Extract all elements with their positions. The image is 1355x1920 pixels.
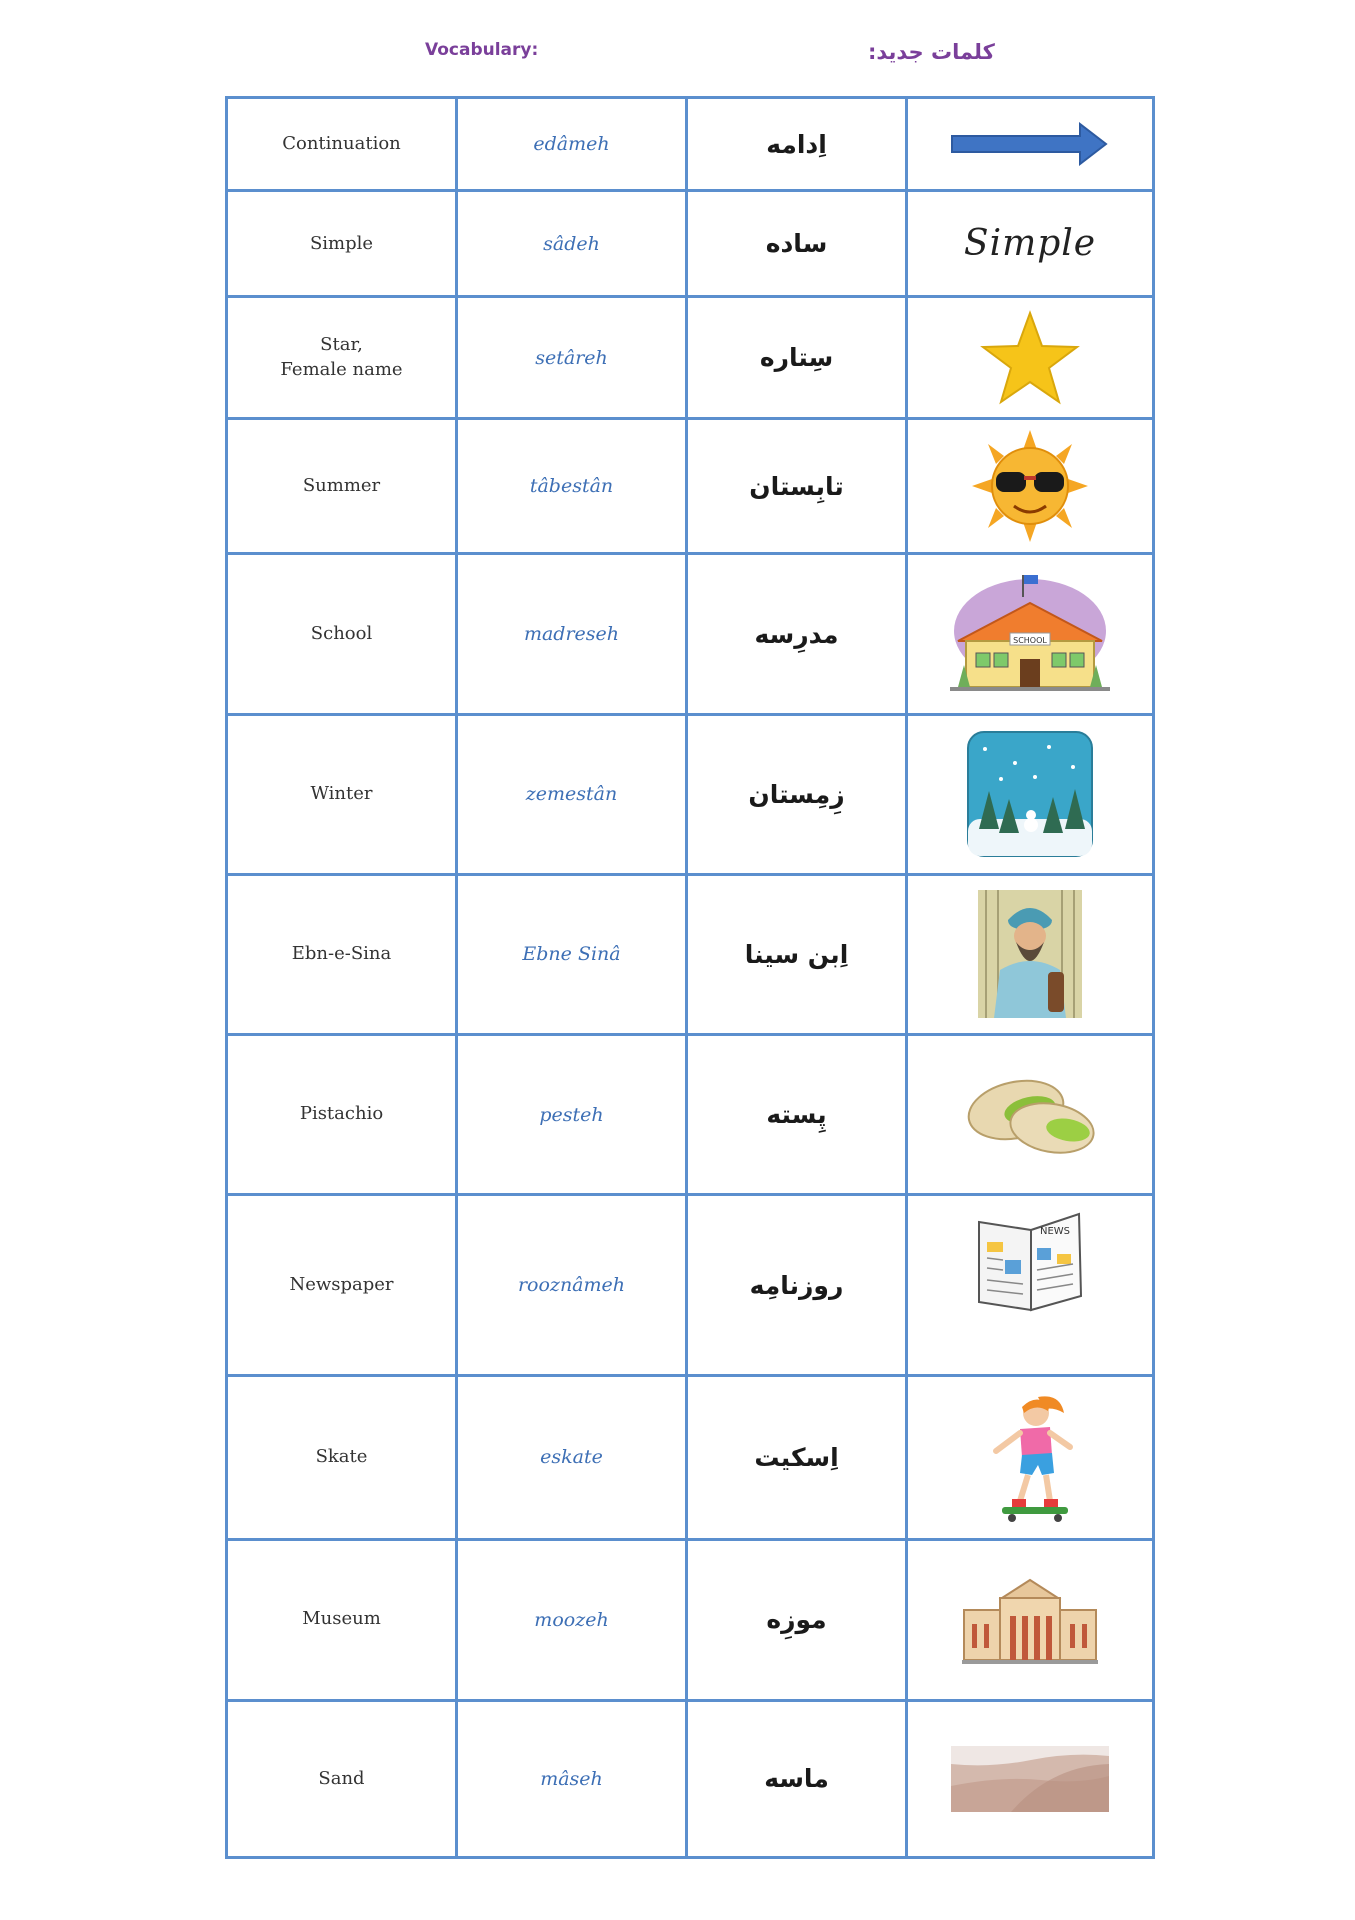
transliteration-cell <box>457 1034 687 1194</box>
persian-word: ماسه <box>764 1764 829 1794</box>
winter-icon <box>965 729 1095 859</box>
transliteration: edâmeh <box>533 133 610 156</box>
sun-icon <box>970 428 1090 544</box>
english-word-cell <box>227 98 457 191</box>
transliteration: madreseh <box>523 623 620 646</box>
newspaper-masthead-text: NEWS <box>1039 1226 1071 1238</box>
english-word-cell <box>227 191 457 297</box>
table-row <box>227 1539 1154 1700</box>
table-row <box>227 191 1154 297</box>
transliteration-cell <box>457 98 687 191</box>
picture-cell <box>907 98 1154 191</box>
transliteration: moozeh <box>534 1608 609 1631</box>
transliteration-cell <box>457 1195 687 1376</box>
english-word-cell <box>227 554 457 714</box>
persian-word-cell <box>687 1195 907 1376</box>
english-word: Sand <box>318 1767 365 1789</box>
english-word: Simple <box>309 232 374 254</box>
english-word: Ebn-e-Sina <box>291 943 392 965</box>
table-row <box>227 419 1154 554</box>
persian-word-cell <box>687 554 907 714</box>
english-word: Star, <box>320 334 363 356</box>
english-word-cell <box>227 1700 457 1857</box>
persian-word: مدرِسه <box>754 619 839 649</box>
transliteration: pesteh <box>539 1103 604 1126</box>
pistachio-icon <box>960 1070 1100 1160</box>
persian-word-cell <box>687 1376 907 1539</box>
table-row <box>227 554 1154 714</box>
transliteration-cell <box>457 419 687 554</box>
vocabulary-heading-english: Vocabulary: <box>425 40 539 60</box>
picture-cell <box>907 554 1154 714</box>
transliteration: rooznâmeh <box>517 1274 626 1297</box>
english-word: Continuation <box>282 132 401 154</box>
picture-cell <box>907 714 1154 874</box>
persian-word: اِبن سینا <box>744 939 849 969</box>
transliteration: setâreh <box>535 346 608 369</box>
persian-word-cell <box>687 874 907 1034</box>
english-word-cell <box>227 297 457 419</box>
vocabulary-heading-persian: کلمات جدید: <box>868 40 995 64</box>
ebn-sina-portrait-icon <box>978 890 1082 1018</box>
picture-cell <box>907 1195 1154 1376</box>
transliteration: eskate <box>540 1446 603 1469</box>
persian-word: تابِستان <box>749 471 844 501</box>
table-row <box>227 1376 1154 1539</box>
picture-cell <box>907 1376 1154 1539</box>
museum-icon <box>962 1576 1098 1664</box>
transliteration-cell <box>457 297 687 419</box>
newspaper-icon <box>975 1208 1085 1312</box>
persian-word: روزنامِه <box>749 1270 844 1300</box>
transliteration-cell <box>457 1700 687 1857</box>
english-word: Skate <box>315 1446 368 1468</box>
picture-cell <box>907 1700 1154 1857</box>
persian-word-cell <box>687 297 907 419</box>
english-word-cell <box>227 874 457 1034</box>
picture-cell <box>907 297 1154 419</box>
persian-word-cell <box>687 98 907 191</box>
vocabulary-table <box>225 96 1155 1859</box>
english-word-cell <box>227 1376 457 1539</box>
transliteration-cell <box>457 554 687 714</box>
english-word-cell <box>227 1034 457 1194</box>
arrow-icon <box>950 122 1110 166</box>
persian-word-cell <box>687 419 907 554</box>
persian-word-cell <box>687 1700 907 1857</box>
english-word-cell <box>227 714 457 874</box>
table-row <box>227 297 1154 419</box>
transliteration-cell <box>457 874 687 1034</box>
persian-word: موزِه <box>766 1605 827 1635</box>
picture-cell <box>907 191 1154 297</box>
english-word: School <box>310 622 373 644</box>
table-row <box>227 1034 1154 1194</box>
english-word-secondary: Female name <box>280 358 403 380</box>
persian-word: ساده <box>765 229 828 259</box>
sand-dune-icon <box>951 1746 1109 1812</box>
english-word-cell <box>227 419 457 554</box>
transliteration-cell <box>457 1539 687 1700</box>
picture-cell <box>907 874 1154 1034</box>
persian-word-cell <box>687 1539 907 1700</box>
persian-word: زِمِستان <box>748 779 845 809</box>
transliteration: Ebne Sinâ <box>522 943 621 966</box>
star-icon <box>980 310 1080 406</box>
skater-girl-icon <box>980 1389 1080 1525</box>
persian-word: سِتاره <box>759 343 834 373</box>
transliteration: zemestân <box>525 783 618 806</box>
persian-word-cell <box>687 1034 907 1194</box>
persian-word-cell <box>687 191 907 297</box>
school-sign-text: SCHOOL <box>1013 636 1047 646</box>
persian-word: اِدامه <box>766 129 827 159</box>
school-icon <box>950 569 1110 699</box>
simple-word-image: Simple <box>963 223 1097 265</box>
persian-word-cell <box>687 714 907 874</box>
table-row <box>227 874 1154 1034</box>
transliteration-cell <box>457 714 687 874</box>
english-word: Newspaper <box>289 1274 394 1296</box>
table-row <box>227 98 1154 191</box>
table-row <box>227 1700 1154 1857</box>
english-word-cell <box>227 1539 457 1700</box>
transliteration-cell <box>457 191 687 297</box>
picture-cell <box>907 419 1154 554</box>
table-row <box>227 1195 1154 1376</box>
english-word: Winter <box>310 783 373 805</box>
transliteration: tâbestân <box>529 475 614 498</box>
persian-word: اِسکیت <box>754 1442 839 1472</box>
table-row <box>227 714 1154 874</box>
english-word-cell <box>227 1195 457 1376</box>
picture-cell <box>907 1539 1154 1700</box>
english-word: Pistachio <box>299 1103 384 1125</box>
transliteration: mâseh <box>540 1767 603 1790</box>
english-word: Museum <box>302 1608 381 1630</box>
transliteration: sâdeh <box>543 232 600 255</box>
persian-word: پِسته <box>766 1100 827 1130</box>
transliteration-cell <box>457 1376 687 1539</box>
english-word: Summer <box>302 475 381 497</box>
picture-cell <box>907 1034 1154 1194</box>
